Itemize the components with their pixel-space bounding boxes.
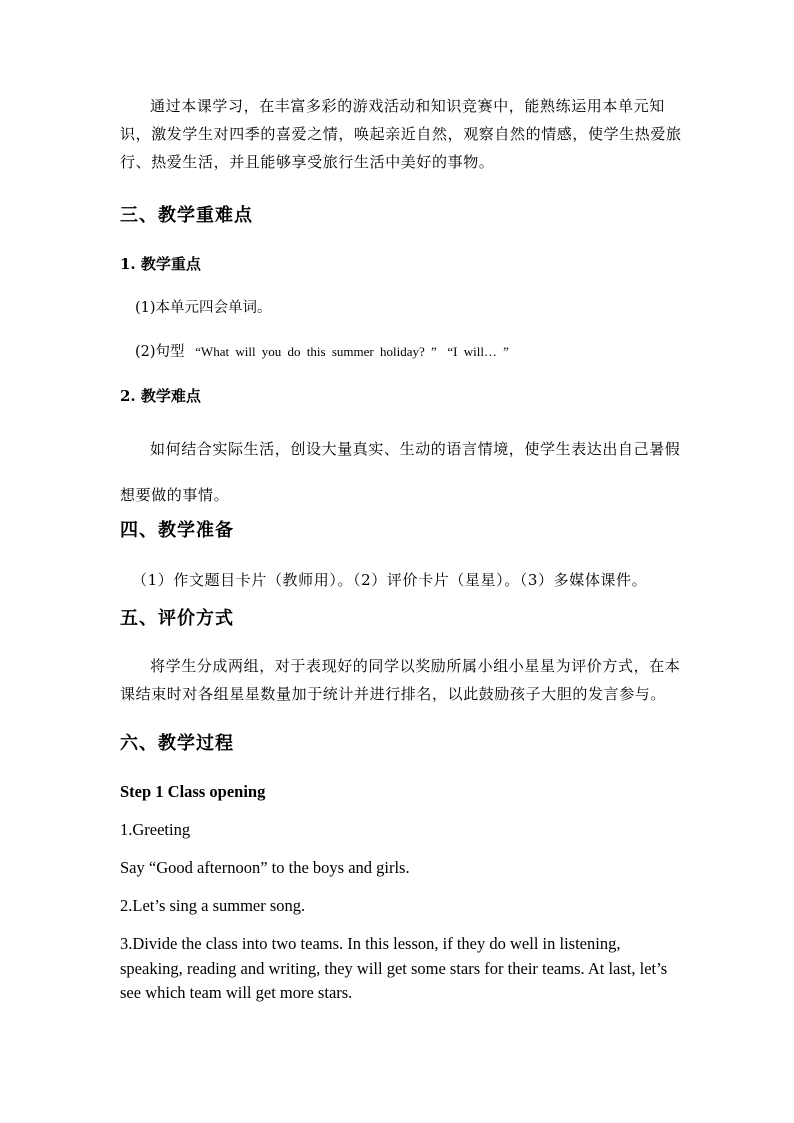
sentence-pattern-question: “What will you do this summer holiday? ” — [195, 344, 437, 359]
difficulties-paragraph: 如何结合实际生活，创设大量真实、生动的语言情境，使学生表达出自己暑假想要做的事情。 — [120, 440, 681, 504]
key-point-item-2-prefix: (2)句型 — [135, 344, 185, 360]
step-1-heading: Step 1 Class opening — [120, 782, 266, 801]
step-1-item-3: 3.Divide the class into two teams. In this lesson, if they do well in listening, speaking, reading and writing, they will get some stars for their teams. At last, let’s see which team will get more stars. — [120, 934, 668, 1002]
sentence-pattern-answer: “I will… ” — [447, 344, 509, 359]
section-3-title: 三、教学重难点 — [120, 205, 253, 226]
section-4-title: 四、教学准备 — [120, 520, 234, 541]
section-6-title: 六、教学过程 — [120, 733, 234, 754]
evaluation-paragraph: 将学生分成两组，对于表现好的同学以奖励所属小组小星星为评价方式，在本课结束时对各组星星数量加于统计并进行排名，以此鼓励孩子大胆的发言参与。 — [120, 657, 681, 703]
intro-paragraph: 通过本课学习，在丰富多彩的游戏活动和知识竞赛中，能熟练运用本单元知识，激发学生对四季的喜爱之情，唤起亲近自然，观察自然的情感，使学生热爱旅行、热爱生活，并且能够享受旅行生活中美好的事物。 — [120, 97, 682, 171]
step-1-item-1: 1.Greeting — [120, 820, 191, 839]
key-point-item-2 — [135, 340, 697, 364]
difficulties-heading: 2. 教学难点 — [120, 387, 201, 405]
preparation-paragraph: （1）作文题目卡片（教师用）。（2）评价卡片（星星）。（3）多媒体课件。 — [132, 571, 648, 589]
key-point-item-1: (1)本单元四会单词。 — [135, 300, 272, 316]
step-1-item-2: 2.Let’s sing a summer song. — [120, 896, 306, 915]
key-points-heading: 1. 教学重点 — [120, 255, 201, 273]
section-5-title: 五、评价方式 — [120, 608, 234, 629]
step-1-item-1-text: Say “Good afternoon” to the boys and girls. — [120, 858, 410, 877]
